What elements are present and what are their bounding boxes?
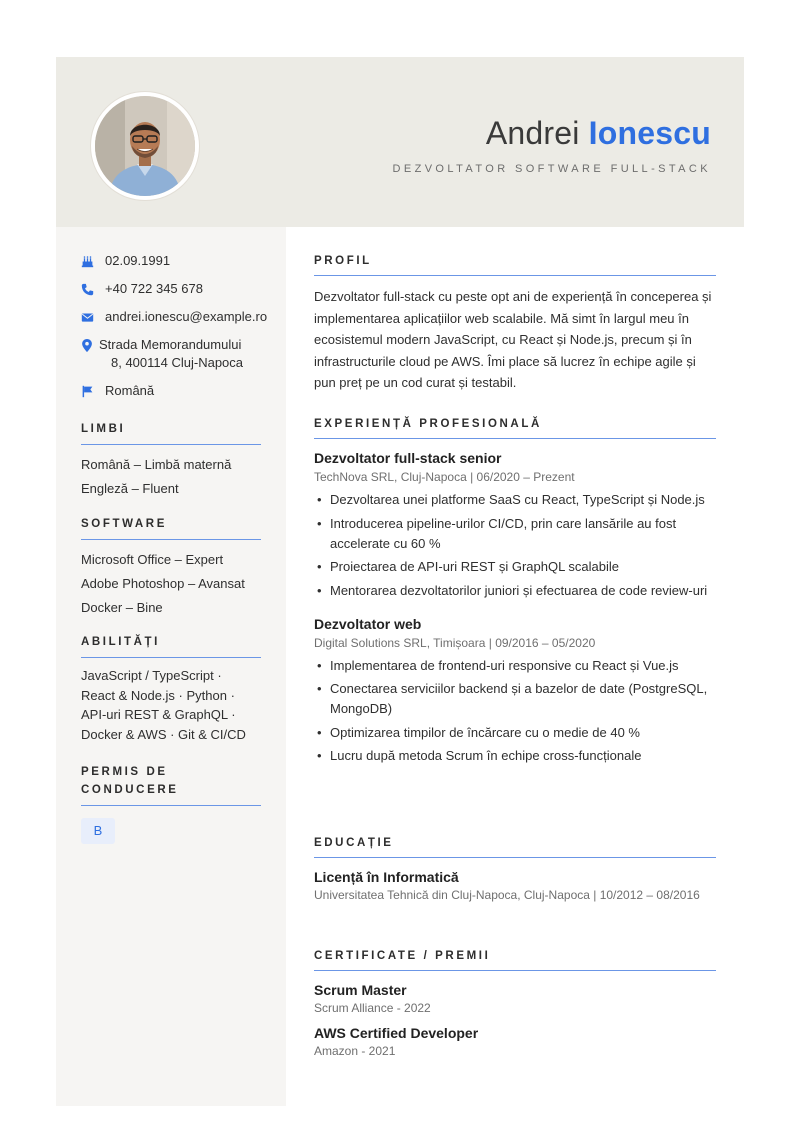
certificate-title: Scrum Master — [314, 982, 407, 998]
license-heading — [81, 763, 261, 806]
envelope-icon — [81, 308, 97, 326]
education-meta: Universitatea Tehnică din Cluj-Napoca, Cluj-Napoca | 10/2012 – 08/2016 — [314, 888, 700, 902]
job-bullet: • Conectarea serviciilor backend și a bazelor de date (PostgreSQL, MongoDB) — [314, 679, 716, 719]
software-section — [81, 515, 261, 620]
experience-section — [314, 415, 716, 770]
address-line-1: Strada Memorandumului — [99, 337, 242, 352]
job-bullets — [314, 490, 716, 601]
software-item: Adobe Photoshop – Avansat — [81, 576, 245, 591]
address-text — [99, 336, 243, 372]
job-bullet: • Proiectarea de API-uri REST și GraphQL scalabile — [314, 557, 716, 577]
sidebar — [56, 227, 286, 1106]
languages-list — [81, 453, 261, 501]
profile-heading: PROFIL — [314, 252, 716, 276]
certificates-heading: CERTIFICATE / PREMII — [314, 947, 716, 971]
software-item: Microsoft Office – Expert — [81, 552, 224, 567]
job-bullet: • Mentorarea dezvoltatorilor juniori și efectuarea de code review-uri — [314, 581, 716, 601]
contact-address — [81, 336, 286, 372]
languages-section — [81, 420, 261, 501]
license-section — [81, 763, 261, 844]
address-line-2: 8, 400114 Cluj-Napoca — [111, 355, 244, 370]
job-bullet: • Implementarea de frontend-uri responsive cu React și Vue.js — [314, 656, 716, 676]
job-bullet: • Lucru după metoda Scrum în echipe cross-funcționale — [314, 746, 716, 766]
skills-line: API-uri REST & GraphQL · — [81, 707, 236, 722]
nationality-text: Română — [105, 383, 155, 398]
certificates-section — [314, 947, 716, 1061]
education-title: Licență în Informatică — [314, 869, 459, 885]
job-entry-title: Dezvoltator full-stack senior — [314, 450, 502, 466]
language-item: Engleză – Fluent — [81, 481, 179, 496]
contact-nationality — [81, 382, 286, 400]
language-item: Română – Limbă maternă — [81, 457, 232, 472]
education-section — [314, 834, 716, 905]
certificate-meta: Scrum Alliance - 2022 — [314, 1001, 431, 1015]
job-bullet: • Dezvoltarea unei platforme SaaS cu React, TypeScript și Node.js — [314, 490, 716, 510]
job-entry-meta: TechNova SRL, Cluj-Napoca | 06/2020 – Prezent — [314, 470, 575, 484]
software-list — [81, 548, 261, 620]
job-title: DEZVOLTATOR SOFTWARE FULL-STACK — [392, 163, 711, 175]
profile-section — [314, 252, 716, 394]
job-entry-title: Dezvoltator web — [314, 615, 422, 632]
avatar — [91, 92, 199, 200]
certificate-entry — [314, 981, 716, 1018]
software-item: Docker – Bine — [81, 600, 163, 615]
profile-text: Dezvoltator full-stack cu peste opt ani de experiență în conceperea și implementarea aplicațiilor web scalabile. Mă simt în largul meu în ecosistemul modern JavaScript, cu React și Node.js, precum și în infrastructurile cloud pe AWS. Îmi place să lucrez în echipe agile și pun preț pe un cod curat și testabil. — [314, 289, 712, 390]
contact-birthdate — [81, 252, 286, 270]
job-bullet: • Optimizarea timpilor de încărcare cu o medie de 40 % — [314, 723, 716, 743]
skills-line: React & Node.js · Python · — [81, 687, 235, 703]
job-entry-meta: Digital Solutions SRL, Timișoara | 09/2016 – 05/2020 — [314, 635, 596, 650]
job-entry — [314, 615, 716, 767]
phone-icon — [81, 280, 97, 298]
contact-email — [81, 308, 286, 326]
map-pin-icon — [81, 336, 93, 354]
languages-heading: LIMBI — [81, 420, 261, 445]
skills-line: JavaScript / TypeScript · — [81, 668, 222, 683]
education-entry — [314, 868, 716, 905]
license-heading-line: CONDUCERE — [81, 784, 179, 796]
cake-icon — [81, 252, 97, 270]
job-bullet: • Introducerea pipeline-urilor CI/CD, prin care lansările au fost accelerate cu 60 % — [314, 514, 716, 554]
certificate-meta: Amazon - 2021 — [314, 1044, 396, 1058]
resume-page — [56, 57, 744, 1106]
skills-heading: ABILITĂȚI — [81, 633, 261, 658]
license-heading-line: PERMIS DE — [81, 766, 168, 778]
certificate-title: AWS Certified Developer — [314, 1025, 479, 1041]
birthdate-text: 02.09.1991 — [105, 253, 171, 268]
skills-text — [81, 666, 261, 744]
skills-line: Docker & AWS · Git & CI/CD — [81, 726, 246, 742]
certificate-entry — [314, 1024, 716, 1061]
education-heading: EDUCAȚIE — [314, 834, 716, 858]
full-name — [486, 113, 711, 153]
resume-header — [56, 57, 744, 227]
job-entry — [314, 449, 716, 601]
first-name: Andrei — [485, 115, 580, 151]
skills-section — [81, 633, 261, 744]
flag-icon — [81, 382, 97, 400]
software-heading: SOFTWARE — [81, 515, 261, 540]
last-name: Ionescu — [588, 115, 711, 151]
email-text[interactable]: andrei.ionescu@example.ro — [105, 309, 268, 324]
phone-text[interactable]: +40 722 345 678 — [105, 281, 203, 296]
contact-list — [81, 252, 286, 410]
license-badge: B — [81, 818, 115, 844]
experience-heading: EXPERIENȚĂ PROFESIONALĂ — [314, 415, 716, 439]
contact-phone — [81, 280, 286, 298]
job-bullets — [314, 656, 716, 767]
